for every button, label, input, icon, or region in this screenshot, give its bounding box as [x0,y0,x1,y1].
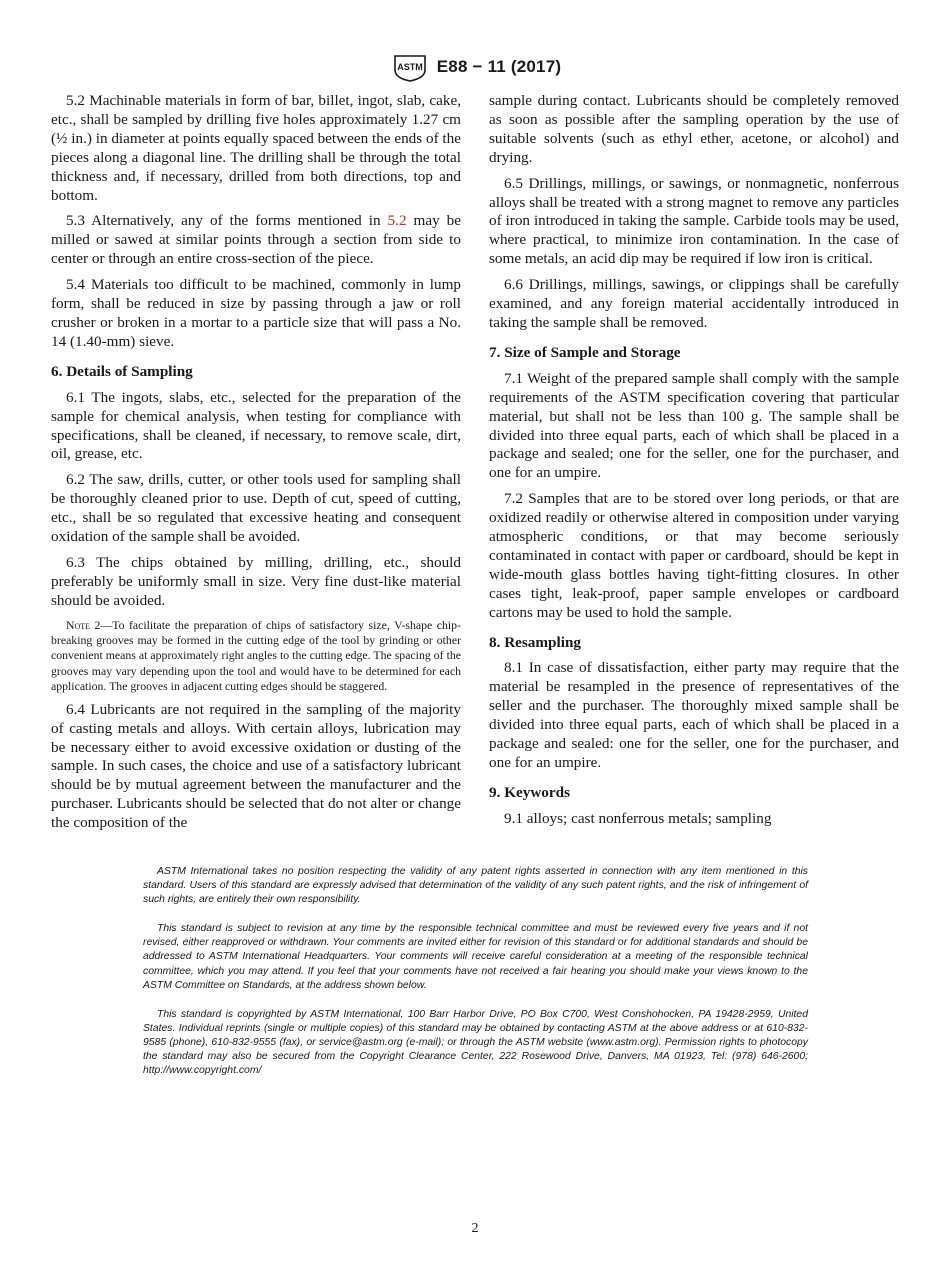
paragraph-8-1: 8.1 In case of dissatisfaction, either party may require that the material be resampled in the presence of representatives of the seller and the purchaser. The thoroughly mixed sample shall be divided into three equal parts, each of which shall be placed in a package and sealed: one for the seller, one for the purchaser, and one for an umpire. [489,659,899,771]
paragraph-7-1: 7.1 Weight of the prepared sample shall comply with the sample requirements of the ASTM specification covering that particular material, but shall not be less than 100 g. The sample shall be divided into three equal parts, each of which shall be placed in a package and sealed; one for the seller, one for the purchaser, and one for an umpire. [489,369,899,482]
paragraph-7-2: 7.2 Samples that are to be stored over long periods, or that are oxidized readily or otherwise altered in composition under varying atmospheric conditions, or that may become seriously contaminated in contact with paper or cardboard, should be kept in wide-mouth glass bottles having tight-fitting closures. In other cases tight, leak-proof, paper sample envelopes or cardboard cartons may be used to hold the sample. [489,490,899,621]
paragraph-5-2: 5.2 Machinable materials in form of bar, billet, ingot, slab, cake, etc., shall be sampled by drilling five holes approximately 1.27 cm (½ in.) in diameter at points equally spaced between the ends of the pieces along a diagonal line. The drilling shall be through the total thickness and, if necessary, drilled from both directions, top and bottom. [51,92,461,204]
paragraph-5-4: 5.4 Materials too difficult to be machined, commonly in lump form, shall be reduced in size by passing through a jaw or roll crusher or broken in a mortar to a particle size that will pass a No. 14 (1.40-mm) sieve. [51,276,461,350]
paragraph-6-1: 6.1 The ingots, slabs, etc., selected for the preparation of the sample for chemical analysis, when testing for compliance with specifications, shall be cleaned, if necessary, to remove scale, dirt, oil, grease, etc. [51,388,461,463]
patent-notice: ASTM International takes no position respecting the validity of any patent rights asserted in connection with any item mentioned in this standard. Users of this standard are expressly advised that determination of the validity of any such patent rights, and the risk of infringement of such rights, are entirely their own responsibility. [143,866,808,906]
paragraph-9-1: 9.1 alloys; cast nonferrous metals; sampling [504,809,772,827]
page-number: 2 [471,1221,479,1236]
section-6-heading: 6. Details of Sampling [51,362,193,380]
right-column [489,92,899,836]
paragraph-6-6: 6.6 Drillings, millings, sawings, or clippings shall be carefully examined, and any foreign material accidentally introduced in taking the sample shall be removed. [489,276,899,331]
paragraph-6-2: 6.2 The saw, drills, cutter, or other tools used for sampling shall be thoroughly cleaned prior to use. Depth of cut, speed of cutting, etc., shall be so regulated that excessive heating and consequent oxidation of the sample shall be avoided. [51,471,461,546]
note-2 [51,618,461,695]
legal-footer [143,865,808,1093]
section-9-heading: 9. Keywords [489,783,570,801]
paragraph-5-3 [51,212,461,269]
section-5-2-link[interactable]: 5.2 [387,212,407,230]
paragraph-5-3-text-a: 5.3 Alternatively, any of the forms mentioned in [66,212,388,230]
copyright-notice: This standard is copyrighted by ASTM International, 100 Barr Harbor Drive, PO Box C700, West Conshohocken, PA 19428-2959, United States. Individual reprints (single or multiple copies) of this standard may be obtained by contacting ASTM at the above address or at 610-832-9585 (phone), 610-832-9555 (fax), or service@astm.org (e-mail); or through the ASTM website (www.astm.org). Permission rights to photocopy the standard may also be secured from the Copyright Clearance Center, 222 Rosewood Drive, Danvers, MA 01923, Tel: (978) 646-2600; http://www.copyright.com/ [143,1008,808,1077]
paragraph-6-5: 6.5 Drillings, millings, or sawings, or nonmagnetic, nonferrous alloys shall be treated with a strong magnet to remove any particles of iron introduced in taking the sample. Carbide tools may be used, where practical, to minimize iron contamination. In the case of some metals, an acid dip may be required if low iron is critical. [489,174,899,268]
astm-logo-icon [389,52,431,82]
note-text: —To facilitate the preparation of chips of satisfactory size, V-shape chip-breaking grooves may be formed in the cutting edge of the tool by grinding or other convenient means at approximately right angles to the cutting edge. The spacing of the grooves may vary depending upon the tool and would have to be determined for each application. The grooves in adjacent cutting edges should be staggered. [51,617,461,694]
left-column [51,92,461,840]
section-7-heading: 7. Size of Sample and Storage [489,343,681,361]
page-header [0,52,950,82]
document-designation: E88 − 11 (2017) [436,57,562,76]
revision-notice: This standard is subject to revision at any time by the responsible technical committee and must be reviewed every five years and if not revised, either reapproved or withdrawn. Your comments are invited either for revision of this standard or for additional standards and should be addressed to ASTM International Headquarters. Your comments will receive careful consideration at a meeting of the responsible technical committee, which you may attend. If you feel that your comments have not received a fair hearing you should make your views known to the ASTM Committee on Standards, at the address shown below. [143,923,808,991]
paragraph-5-3-text-b: may be milled or sawed at similar points through a section from side to center or through an entire cross-section of the piece. [51,212,462,268]
logo-text: ASTM [397,62,423,72]
note-label: Note 2 [66,617,101,632]
paragraph-6-4: 6.4 Lubricants are not required in the sampling of the majority of casting metals and alloys. With certain alloys, lubrication may be necessary either to avoid excessive oxidation or dusting of the sample. In such cases, the choice and use of a satisfactory lubricant should be by mutual agreement between the manufacturer and the purchaser. Lubricants should be selected that do not alter or change the composition of the [51,700,461,832]
paragraph-6-3: 6.3 The chips obtained by milling, drilling, etc., should preferably be uniformly small in size. Very fine dust-like material should be avoided. [51,553,461,609]
paragraph-6-4-continued: sample during contact. Lubricants should be completely removed as soon as possible after the sampling operation by the use of suitable solvents (such as ethyl ether, acetone, or alcohol) and drying. [489,92,899,166]
section-8-heading: 8. Resampling [489,633,581,651]
